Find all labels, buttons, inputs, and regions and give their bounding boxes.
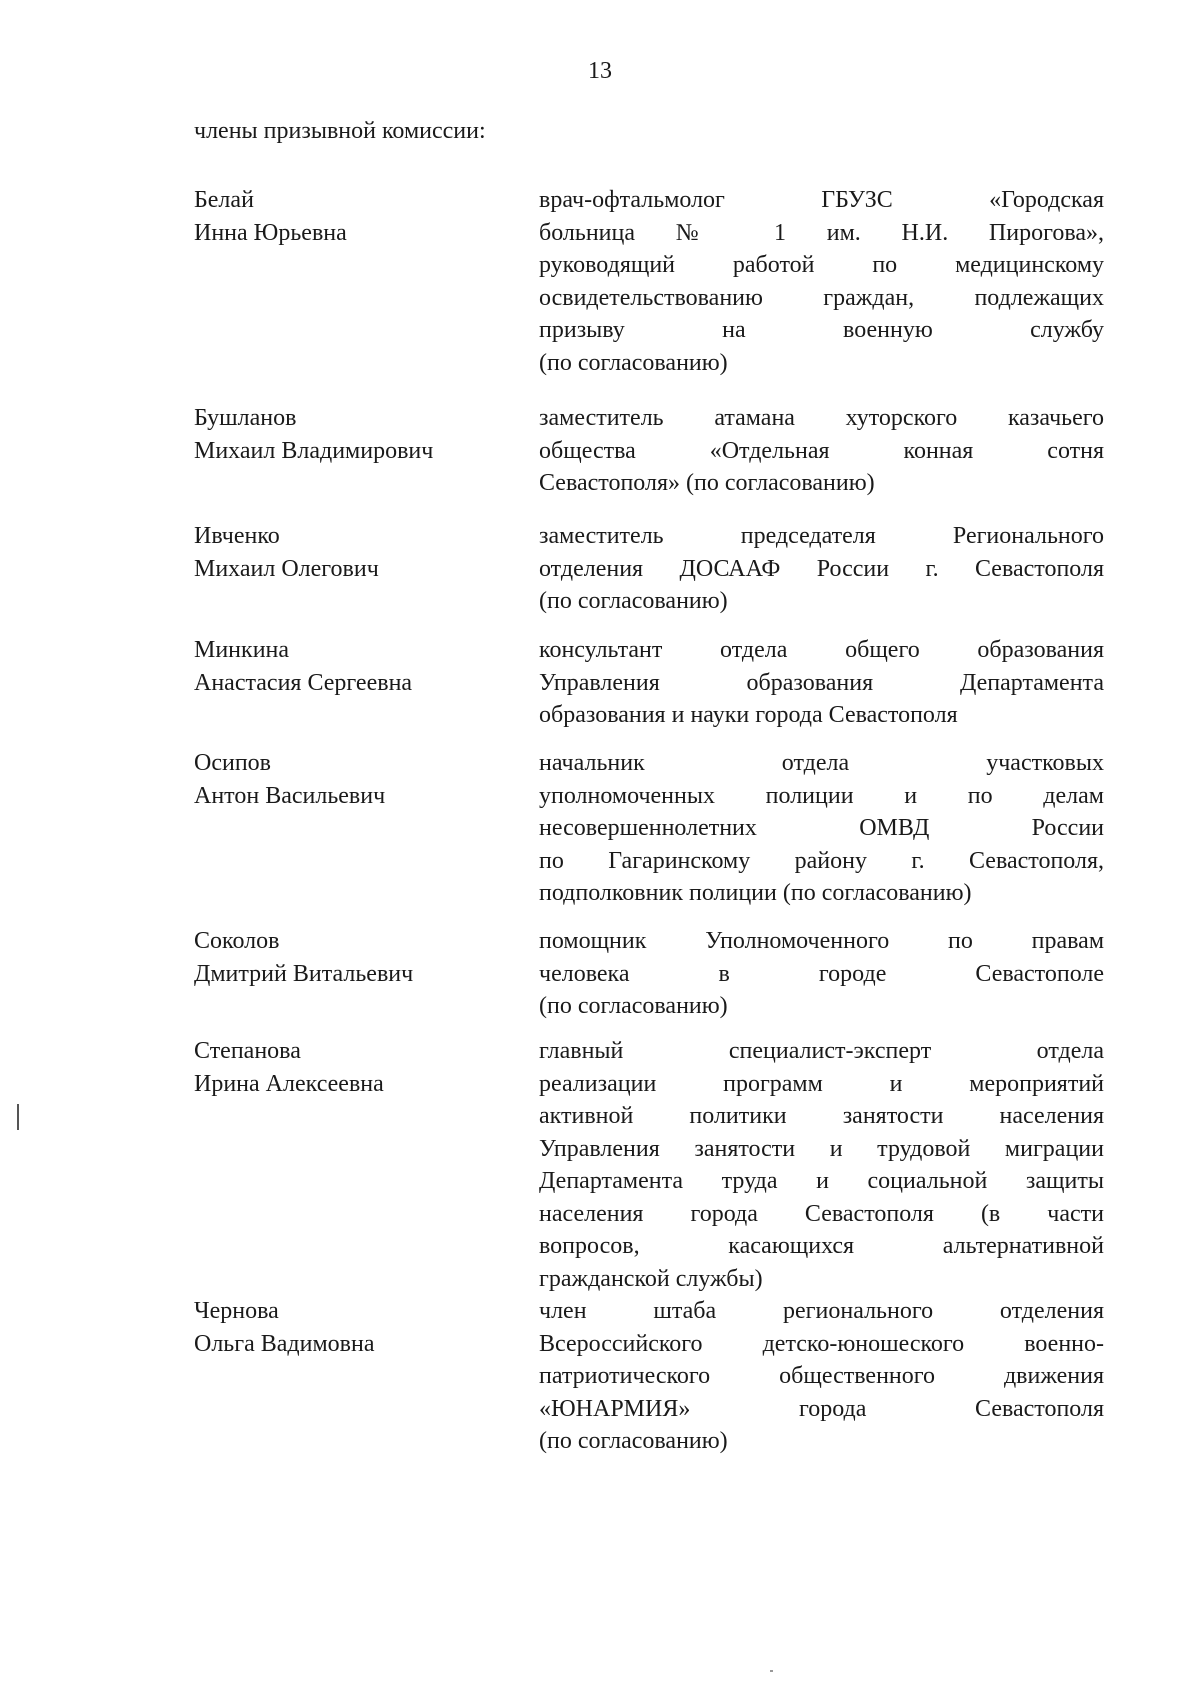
member-position: [539, 520, 1104, 618]
position-line: руководящий работой по медицинскому: [539, 252, 1104, 278]
position-line: (по согласованию): [539, 588, 728, 614]
member-position: [539, 925, 1104, 1023]
position-line: начальник отдела участковых: [539, 750, 1104, 776]
position-line: консультант отдела общего образования: [539, 637, 1104, 663]
position-line: заместитель атамана хуторского казачьего: [539, 405, 1104, 431]
position-line: вопросов, касающихся альтернативной: [539, 1233, 1104, 1259]
member-entry: [194, 747, 1104, 910]
member-surname: Ивченко: [194, 523, 280, 549]
position-line: отделения ДОСААФ России г. Севастополя: [539, 555, 1104, 582]
position-line: «ЮНАРМИЯ» города Севастополя: [539, 1395, 1104, 1422]
member-name: [194, 634, 539, 732]
position-line: освидетельствованию граждан, подлежащих: [539, 284, 1104, 311]
position-line: уполномоченных полиции и по делам: [539, 782, 1104, 809]
member-entry: [194, 925, 1104, 1023]
member-given-names: Анастасия Сергеевна: [194, 669, 413, 696]
position-line: врач-офтальмолог ГБУЗС «Городская: [539, 187, 1104, 213]
position-line: член штаба регионального отделения: [539, 1298, 1104, 1324]
position-line: гражданской службы): [539, 1265, 763, 1292]
position-line: активной политики занятости населения: [539, 1103, 1104, 1129]
member-entry: [194, 634, 1104, 732]
member-surname: Чернова: [194, 1298, 279, 1324]
member-position: [539, 1295, 1104, 1458]
position-line: Севастополя» (по согласованию): [539, 470, 875, 496]
member-name: [194, 1295, 539, 1458]
member-name: [194, 402, 539, 500]
member-entry: [194, 1035, 1104, 1295]
member-entry: [194, 402, 1104, 500]
member-name: [194, 747, 539, 910]
member-surname: Минкина: [194, 637, 290, 663]
scan-speck: [770, 1670, 773, 1672]
member-name: [194, 1035, 539, 1295]
member-surname: Осипов: [194, 750, 272, 776]
member-position: [539, 747, 1104, 910]
member-position: [539, 402, 1104, 500]
member-name: [194, 520, 539, 618]
member-name: [194, 925, 539, 1023]
member-position: [539, 1035, 1104, 1295]
position-line: (по согласованию): [539, 1428, 728, 1454]
position-line: Всероссийского детско-юношеского военно-: [539, 1330, 1104, 1357]
member-entry: [194, 184, 1104, 379]
member-surname: Бушланов: [194, 405, 297, 431]
position-line: человека в городе Севастополе: [539, 960, 1104, 987]
member-surname: Степанова: [194, 1038, 301, 1064]
member-given-names: Дмитрий Витальевич: [194, 960, 414, 987]
position-line: Управления занятости и трудовой миграции: [539, 1135, 1104, 1162]
position-line: общества «Отдельная конная сотня: [539, 437, 1104, 464]
member-entry: [194, 1295, 1104, 1458]
position-line: Управления образования Департамента: [539, 669, 1104, 696]
position-line: населения города Севастополя (в части: [539, 1200, 1104, 1227]
member-given-names: Михаил Олегович: [194, 555, 379, 582]
position-line: заместитель председателя Регионального: [539, 523, 1104, 549]
position-line: образования и науки города Севастополя: [539, 702, 958, 728]
position-line: патриотического общественного движения: [539, 1363, 1104, 1389]
page-number: 13: [588, 58, 612, 84]
member-given-names: Михаил Владимирович: [194, 437, 434, 464]
member-surname: Белай: [194, 187, 254, 213]
member-position: [539, 634, 1104, 732]
position-line: несовершеннолетних ОМВД России: [539, 815, 1104, 841]
position-line: призыву на военную службу: [539, 317, 1104, 343]
member-entry: [194, 520, 1104, 618]
member-name: [194, 184, 539, 379]
member-position: [539, 184, 1104, 379]
member-given-names: Инна Юрьевна: [194, 219, 347, 246]
position-line: больница № 1 им. Н.И. Пирогова»,: [539, 219, 1104, 246]
position-line: главный специалист-эксперт отдела: [539, 1038, 1104, 1064]
margin-mark: [17, 1104, 19, 1130]
member-given-names: Антон Васильевич: [194, 782, 386, 809]
section-heading: члены призывной комиссии:: [194, 118, 486, 144]
position-line: подполковник полиции (по согласованию): [539, 880, 972, 906]
position-line: помощник Уполномоченного по правам: [539, 928, 1104, 954]
member-given-names: Ольга Вадимовна: [194, 1330, 375, 1357]
position-line: реализации программ и мероприятий: [539, 1070, 1104, 1097]
member-surname: Соколов: [194, 928, 280, 954]
member-given-names: Ирина Алексеевна: [194, 1070, 384, 1097]
position-line: (по согласованию): [539, 993, 728, 1019]
position-line: по Гагаринскому району г. Севастополя,: [539, 847, 1104, 874]
position-line: Департамента труда и социальной защиты: [539, 1168, 1104, 1194]
position-line: (по согласованию): [539, 349, 728, 376]
